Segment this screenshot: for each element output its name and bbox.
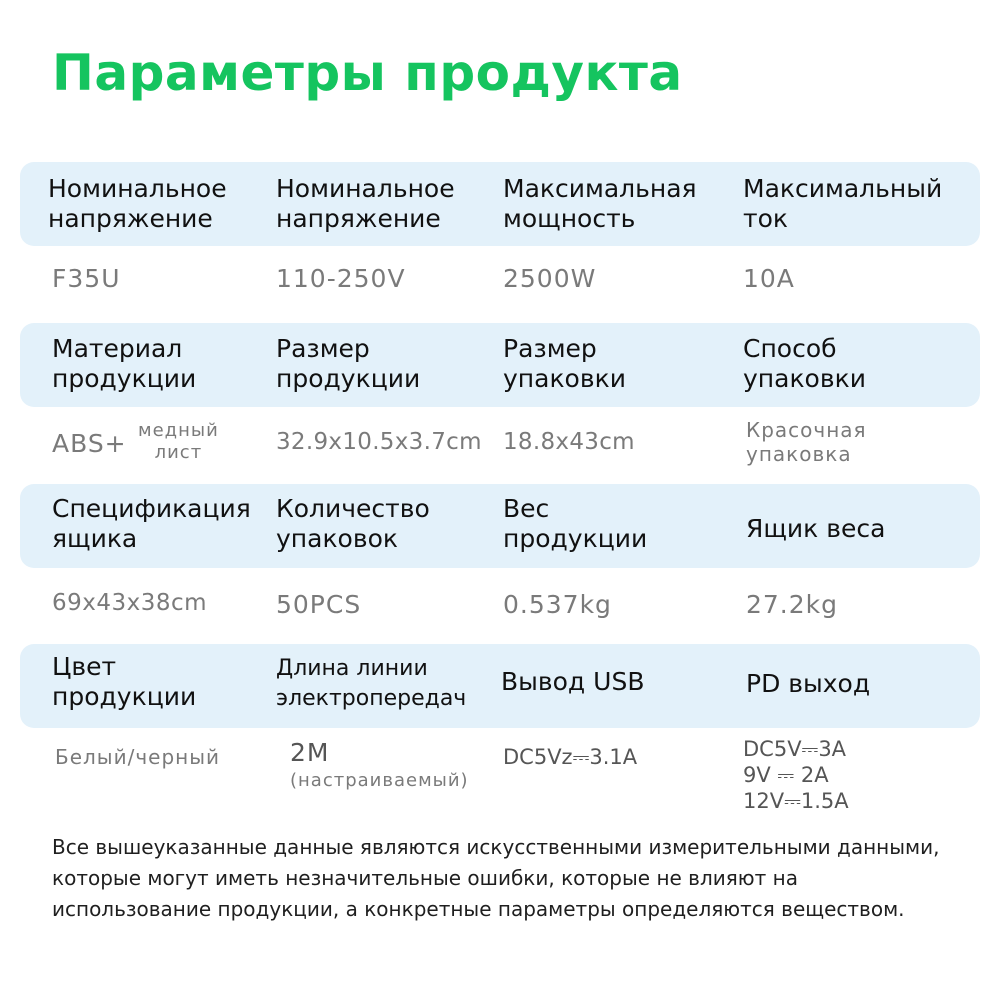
value-package-size: 18.8x43cm: [503, 429, 635, 455]
value-material-main: ABS+: [52, 429, 127, 458]
value-packing-method: Красочная упаковка: [746, 418, 867, 466]
header-package-quantity: Количество упаковок: [276, 494, 430, 553]
header-max-current: Максимальный ток: [743, 174, 943, 233]
value-power: 2500W: [503, 264, 597, 293]
value-voltage: 110-250V: [276, 264, 406, 293]
value-model: F35U: [52, 264, 121, 293]
value-cable-length: 2M: [290, 738, 330, 767]
header-box-spec: Спецификация ящика: [52, 494, 251, 553]
value-box-weight: 27.2kg: [746, 590, 839, 619]
header-pd-output: PD выход: [746, 669, 871, 698]
footnote: Все вышеуказанные данные являются искусственными измерительными данными, которые могут иметь незначительные ошибки, которые не влияют на использование продукции, а конкретные параметры определяются веществом.: [52, 835, 940, 921]
value-pd-output: DC5V⎓3A 9V ⎓ 2A 12V⎓1.5A: [743, 737, 849, 813]
header-usb-output: Вывод USB: [501, 667, 645, 696]
value-box-spec: 69x43x38cm: [52, 590, 208, 616]
header-rated-voltage-1: Номинальное напряжение: [48, 174, 227, 233]
header-product-color: Цвет продукции: [52, 652, 197, 711]
value-product-color: Белый/черный: [55, 745, 221, 769]
header-product-weight: Вес продукции: [503, 494, 648, 553]
page-title: Параметры продукта: [52, 44, 683, 102]
header-box-weight: Ящик веса: [746, 514, 886, 543]
header-packing-method: Способ упаковки: [743, 334, 866, 393]
value-material-sub: медный лист: [138, 420, 219, 463]
value-product-size: 32.9x10.5x3.7cm: [276, 429, 482, 455]
value-product-weight: 0.537kg: [503, 590, 612, 619]
header-material: Материал продукции: [52, 334, 197, 393]
value-current: 10A: [743, 264, 795, 293]
value-usb-output: DC5Vz⎓3.1A: [503, 745, 638, 769]
header-product-size: Размер продукции: [276, 334, 421, 393]
value-cable-note: (настраиваемый): [290, 770, 469, 791]
header-package-size: Размер упаковки: [503, 334, 626, 393]
header-rated-voltage-2: Номинальное напряжение: [276, 174, 455, 233]
header-cable-length: Длина линии электропередач: [276, 656, 467, 711]
header-max-power: Максимальная мощность: [503, 174, 697, 233]
value-package-quantity: 50PCS: [276, 590, 362, 619]
